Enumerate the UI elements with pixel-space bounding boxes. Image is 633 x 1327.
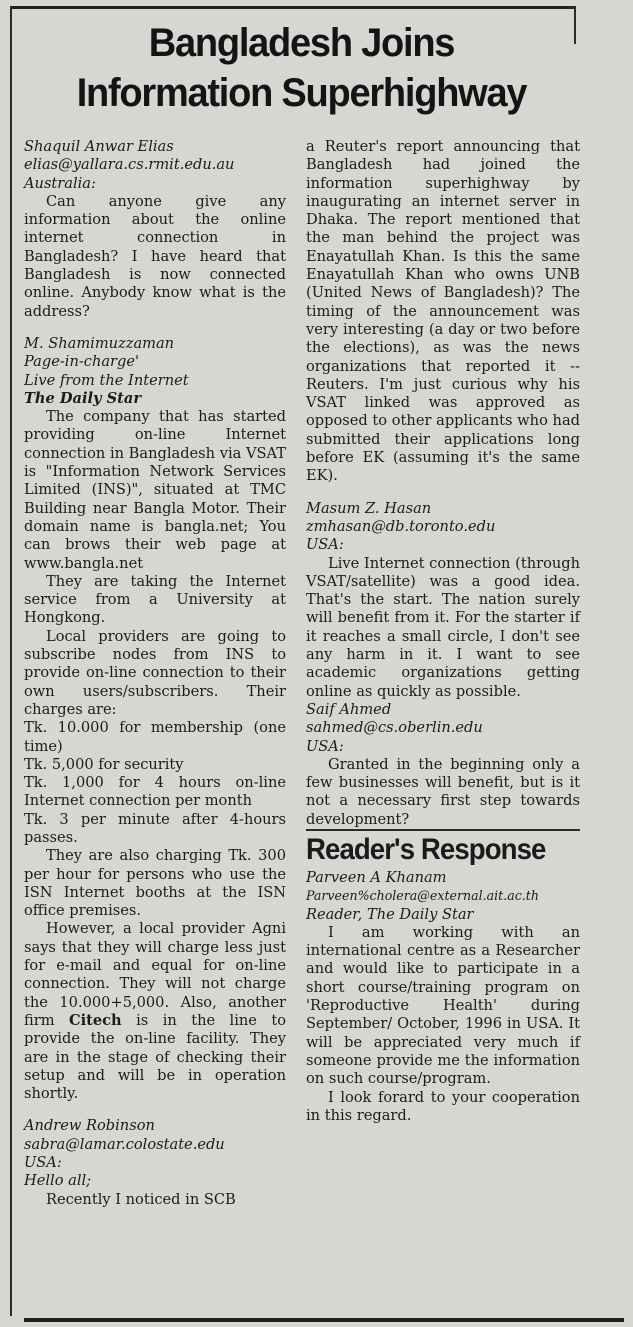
letter5-email: sahmed@cs.oberlin.edu	[306, 719, 483, 737]
letter3-greeting: Hello all;	[24, 1172, 92, 1190]
letter2-title: Page-in-charge'	[24, 353, 140, 371]
readers-response-title: Reader's Response	[306, 832, 546, 866]
letter3-email: sabra@lamar.colostate.edu	[24, 1135, 225, 1153]
letter1-email: elias@yallara.cs.rmit.edu.au	[24, 156, 235, 174]
letter4-email: zmhasan@db.toronto.edu	[306, 517, 496, 535]
letter2-paper: The Daily Star	[24, 389, 142, 407]
left-rule	[10, 6, 12, 1316]
rr-p1: I am working with an international centre as a Researcher and would like to participate in a short course/training program on 'Reproductive Health' during September/ October, 1996 in USA. It will be appreciated very much if someone provide me the information on such course/program.	[306, 923, 580, 1088]
letter3-name: Andrew Robinson	[24, 1117, 155, 1135]
letter2-name: M. Shamimuzzaman	[24, 334, 175, 352]
rr-from: Reader, The Daily Star	[306, 905, 474, 923]
headline-line-1: Bangladesh Joins	[148, 21, 455, 65]
rr-email: Parveen%cholera@external.ait.ac.th	[306, 888, 539, 904]
fee-item: Tk. 10.000 for membership (one time)	[24, 719, 286, 755]
fee-item: Tk. 5,000 for security	[24, 755, 184, 773]
fee-item: Tk. 1,000 for 4 hours on-line Internet connection per month	[24, 774, 286, 810]
letter2-p1: The company that has started providing on-line Internet connection in Bangladesh via VSAT is "Information Network Services Limited (INS)", situated at TMC Building near Bangla Motor. Their domain name is bangla.net; You can brows their web page at www.bangla.net	[24, 408, 286, 572]
fee-item: Tk. 3 per minute after 4-hours passes.	[24, 810, 286, 846]
rr-name: Parveen A Khanam	[306, 868, 447, 886]
column-left	[24, 138, 286, 1209]
letter5-place: USA:	[306, 737, 344, 755]
letter2-p5-a: However, a local provider Agni says that they will charge less just for e-mail and equal for on-line connection. They will not charge the 10.000+5,000. Also, another firm	[24, 920, 286, 1029]
letter3-place: USA:	[24, 1154, 62, 1172]
letter2-section: Live from the Internet	[24, 371, 189, 389]
letter2-p3: Local providers are going to subscribe nodes from INS to provide on-line connection to their own users/subscribers. Their charges are:	[24, 627, 286, 718]
letter2-p2: They are taking the Internet service from a University at Hongkong.	[24, 572, 286, 627]
letter1-body: Can anyone give any information about the online internet connection in Bangladesh? I have heard that Bangladesh is now connected online. Anybody know what is the address?	[24, 192, 286, 320]
letter3-body-cont: a Reuter's report announcing that Bangladesh had joined the information superhighway by inaugurating an internet server in Dhaka. The report mentioned that the man behind the project was Enayatullah Khan. Is this the same Enayatullah Khan who owns UNB (United News of Bangladesh)? The timing of the announcement was very interesting (a day or two before the elections), as was the news organizations that reported it -- Reuters. I'm just curious why his VSAT linked was approved as opposed to other applicants who had submitted their applications long before EK (assuming it's the same EK).	[306, 138, 580, 485]
letter1-name: Shaquil Anwar Elias	[24, 138, 174, 155]
column-right	[306, 138, 580, 1125]
letter2-p5	[24, 920, 286, 1103]
letter3-body-start: Recently I noticed in SCB	[46, 1190, 236, 1208]
letter5-name: Saif Ahmed	[306, 700, 392, 718]
headline	[28, 18, 574, 118]
bottom-rule	[24, 1318, 624, 1322]
letter1-place: Australia:	[24, 174, 96, 192]
letter4-body: Live Internet connection (through VSAT/satellite) was a good idea. That's the start. The nation surely will benefit from it. For the starter if it reaches a small circle, I don't see any harm in it. I want to see academic organizations getting online as quickly as possible.	[306, 554, 580, 700]
letter2-p4: They are also charging Tk. 300 per hour for persons who use the ISN Internet booths at the ISN office premises.	[24, 847, 286, 920]
rr-p2: I look forard to your cooperation in this regard.	[306, 1088, 580, 1124]
letter4-name: Masum Z. Hasan	[306, 499, 432, 517]
letter5-body: Granted in the beginning only a few businesses will benefit, but is it not a necessary first step towards development?	[306, 755, 580, 828]
citech-name: Citech	[68, 1011, 122, 1029]
top-rule	[10, 6, 576, 9]
letter4-place: USA:	[306, 536, 344, 554]
headline-line-2: Information Superhighway	[76, 71, 527, 115]
letter2-p5-c: is in the line to provide the on-line facility. They are in the stage of checking their setup and will be in operation shortly.	[24, 1011, 286, 1103]
